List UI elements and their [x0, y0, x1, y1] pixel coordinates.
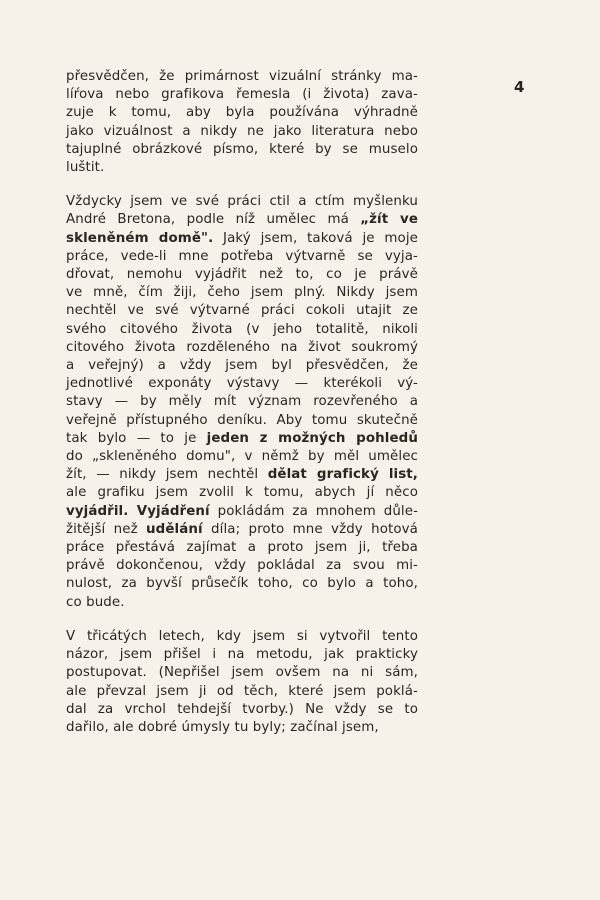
- text-line: citového života rozděleného na život soukromý: [66, 339, 418, 355]
- bold-text: vyjádřil. Vyjádření: [66, 503, 210, 519]
- text-line: luštit.: [66, 160, 105, 176]
- text-line: právě dokončenou, vždy pokládal za svou mi-: [66, 558, 418, 574]
- text-block: [66, 68, 418, 737]
- page-number: 4: [514, 78, 525, 96]
- text-line: a veřejný) a vždy jsem byl přesvědčen, že: [66, 358, 418, 374]
- text-line: nulost, za byvší průsečík toho, co bylo a toho,: [66, 576, 418, 592]
- text-line: jednotlivé exponáty výstavy — kterékoli vý-: [66, 376, 418, 392]
- paragraph: [66, 628, 418, 737]
- text-line: vyjádřil. Vyjádření pokládám za mnohem důle-: [66, 503, 419, 519]
- text-line: stavy — by měly mít význam rozevřeného a: [66, 394, 418, 410]
- text-line: žitější než udělání díla; proto mne vždy hotová: [66, 521, 418, 537]
- text-line: André Bretona, podle níž umělec má „žít ve: [66, 212, 419, 228]
- paragraph: [66, 193, 418, 612]
- text-line: svého citového života (v jeho totalitě, nikoli: [66, 321, 418, 337]
- text-line: tajuplné obrázkové písmo, které by se muselo: [66, 141, 418, 157]
- text-line: skleněném domě". Jaký jsem, taková je moje: [66, 230, 418, 246]
- text-line: Vždycky jsem ve své práci ctil a ctím myšlenku: [66, 194, 418, 210]
- text-line: ale převzal jsem ji od těch, které jsem poklá-: [66, 683, 418, 699]
- bold-text: „žít ve: [360, 212, 419, 228]
- text-line: zuje k tomu, aby byla používána výhradně: [66, 105, 418, 121]
- paragraph-gap: [66, 177, 418, 193]
- text-line: práce, vede-li mne potřeba výtvarně se vyja-: [66, 248, 418, 264]
- paragraph-gap: [66, 612, 418, 628]
- text-line: líŕova nebo grafikova řemesla (i života) zava-: [66, 87, 418, 103]
- bold-text: skleněném domě".: [66, 230, 214, 246]
- text-line: názor, jsem přišel i na metodu, jak prakticky: [66, 647, 418, 663]
- text-line: nechtěl ve své výtvarné práci cokoli utajit ze: [66, 303, 418, 319]
- text-line: dřovat, nemohu vyjádřit než to, co je právě: [66, 267, 418, 283]
- text-line: V třicátých letech, kdy jsem si vytvořil tento: [66, 628, 418, 644]
- text-line: veřejně přístupného deníku. Aby tomu skutečně: [66, 412, 418, 428]
- text-line: ale grafiku jsem zvolil k tomu, abych jí něco: [66, 485, 418, 501]
- text-line: dal za vrchol tehdejší tvorby.) Ne vždy se to: [66, 701, 418, 717]
- text-line: žít, — nikdy jsem nechtěl dělat grafický list,: [66, 467, 418, 483]
- text-line: jako vizuálnost a nikdy ne jako literatura nebo: [66, 123, 418, 139]
- bold-text: jeden z možných pohledů: [206, 430, 418, 446]
- text-line: do „skleněného domu", v němž by měl umělec: [66, 449, 418, 465]
- text-line: ve mně, čím žiji, čeho jsem plný. Nikdy jsem: [66, 285, 418, 301]
- text-line: práce přestává zajímat a proto jsem ji, třeba: [66, 540, 418, 556]
- text-line: přesvědčen, že primárnost vizuální stránky ma-: [66, 69, 418, 84]
- paragraph: [66, 68, 418, 177]
- text-line: tak bylo — to je jeden z možných pohledů: [66, 430, 418, 446]
- text-line: co bude.: [66, 594, 125, 610]
- bold-text: udělání: [146, 521, 203, 537]
- text-line: dařilo, ale dobré úmysly tu byly; začínal jsem,: [66, 719, 379, 735]
- text-line: postupovat. (Nepřišel jsem ovšem na ni sám,: [66, 665, 418, 681]
- bold-text: dělat grafický list,: [267, 467, 418, 483]
